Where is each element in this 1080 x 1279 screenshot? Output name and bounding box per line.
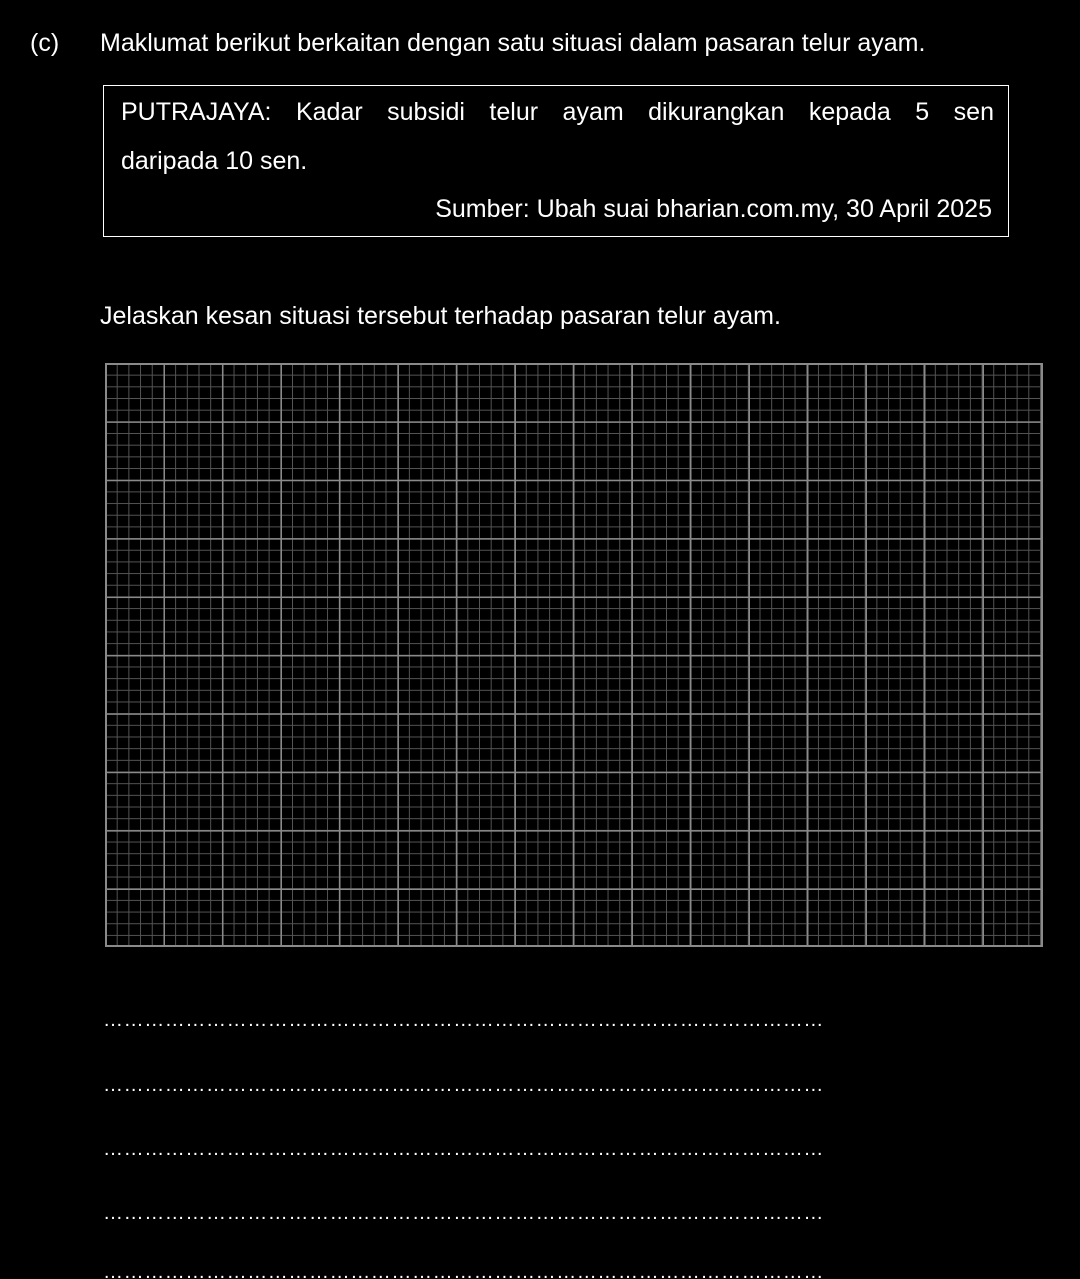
answer-line-1[interactable]: ……………………………………………………………………………………………: [103, 1013, 824, 1027]
answer-line-4[interactable]: ……………………………………………………………………………………………: [103, 1206, 824, 1220]
question-instruction: Jelaskan kesan situasi tersebut terhadap pasaran telur ayam.: [100, 302, 781, 330]
question-label: (c): [30, 29, 60, 57]
answer-line-5[interactable]: ……………………………………………………………………………………………: [103, 1265, 824, 1279]
news-line-1: PUTRAJAYA: Kadar subsidi telur ayam dikurangkan kepada 5 sen: [121, 98, 994, 126]
question-text: Maklumat berikut berkaitan dengan satu situasi dalam pasaran telur ayam.: [100, 29, 926, 57]
news-line-2: daripada 10 sen.: [121, 147, 308, 175]
news-excerpt-box: [103, 85, 1009, 237]
news-source: Sumber: Ubah suai bharian.com.my, 30 April 2025: [435, 195, 992, 223]
answer-line-3[interactable]: ……………………………………………………………………………………………: [103, 1142, 824, 1156]
answer-line-2[interactable]: ……………………………………………………………………………………………: [103, 1078, 824, 1092]
graph-paper-grid[interactable]: [105, 363, 1043, 947]
